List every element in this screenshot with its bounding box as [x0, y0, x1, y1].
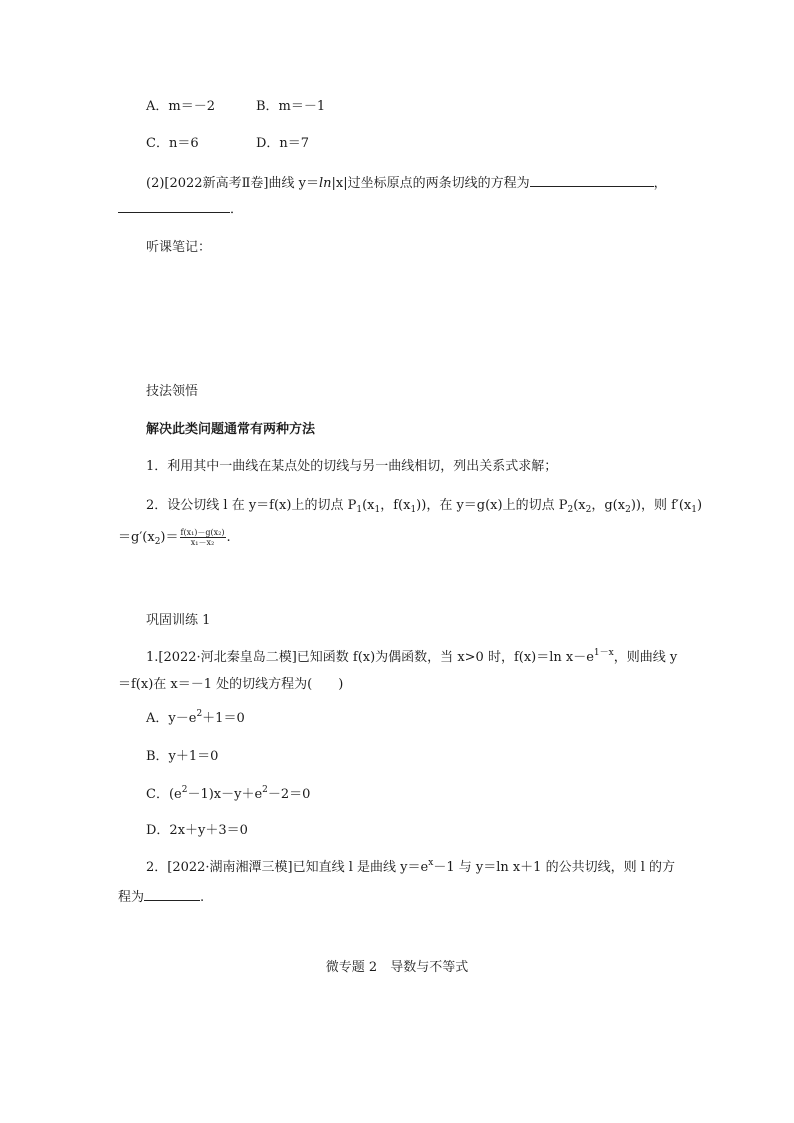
- option-a: A．m＝－2: [146, 99, 215, 114]
- practice-1-line-1: 1.[2022·河北秦皇岛二模]已知函数 f(x)为偶函数，当 x>0 时，f(x)＝ln $x-e^{1-x}$，则曲线 y: [146, 648, 678, 665]
- notes-label: 听课笔记：: [146, 240, 212, 255]
- practice-1-option-b: B．y＋1＝0: [146, 749, 219, 764]
- question-2-line-1: (2)[2022新高考Ⅱ卷]曲线 y＝ln|x|过坐标原点的两条切线的方程为 ，: [146, 172, 667, 193]
- practice-2-line-1: 2．[2022·湖南湘潭三模]已知直线 l 是曲线 $y=e^x-1$ 与 y＝ln x＋1 的公共切线，则 l 的方: [146, 858, 676, 875]
- practice-1-line-2: ＝f(x)在 x＝－1 处的切线方程为( ): [118, 677, 344, 692]
- practice-1-option-d: D．2x＋y＋3＝0: [146, 823, 248, 838]
- technique-item-1: 1．利用其中一曲线在某点处的切线与另一曲线相切，列出关系式求解；: [146, 459, 558, 474]
- answer-blank-1[interactable]: [530, 172, 654, 187]
- option-d: D．n＝7: [256, 136, 310, 151]
- answer-blank-2[interactable]: [118, 198, 230, 213]
- practice-1-option-c: C．$(e^2-1)x-y+e^2-2=0$: [146, 785, 311, 802]
- option-b: B．m＝－1: [256, 99, 326, 114]
- practice-1-option-a: A．$y-e^2+1=0$: [146, 709, 245, 726]
- practice-2-line-2: 程为 .: [118, 886, 204, 907]
- practice-heading: 巩固训练 1: [146, 613, 211, 628]
- option-c: C．n＝6: [146, 136, 199, 151]
- answer-blank-3[interactable]: [144, 886, 200, 901]
- technique-heading: 技法领悟: [146, 384, 199, 399]
- question-2-line-2: ．: [118, 198, 243, 219]
- technique-subheading: 解决此类问题通常有两种方法: [146, 422, 316, 437]
- fraction: $\frac{\text{f(x₁)－g(x₂)}}{\text{x₁－x₂}}$: [180, 528, 225, 547]
- technique-item-2-line-2: $=g'(x_2)=$ $\frac{\text{f(x₁)－g(x₂)}}{\text{x₁－x₂}}$ .: [118, 528, 231, 547]
- technique-item-2-line-1: 2．设公切线 l 在 y＝f(x)上的切点 $P_1(x_1$，$f(x_1)$)，在 y＝g(x)上的切点 $P_2(x_2$，$g(x_2)$)，则 $f'(x_1)$: [146, 498, 703, 515]
- section-title: 微专题 2 导数与不等式: [325, 960, 469, 975]
